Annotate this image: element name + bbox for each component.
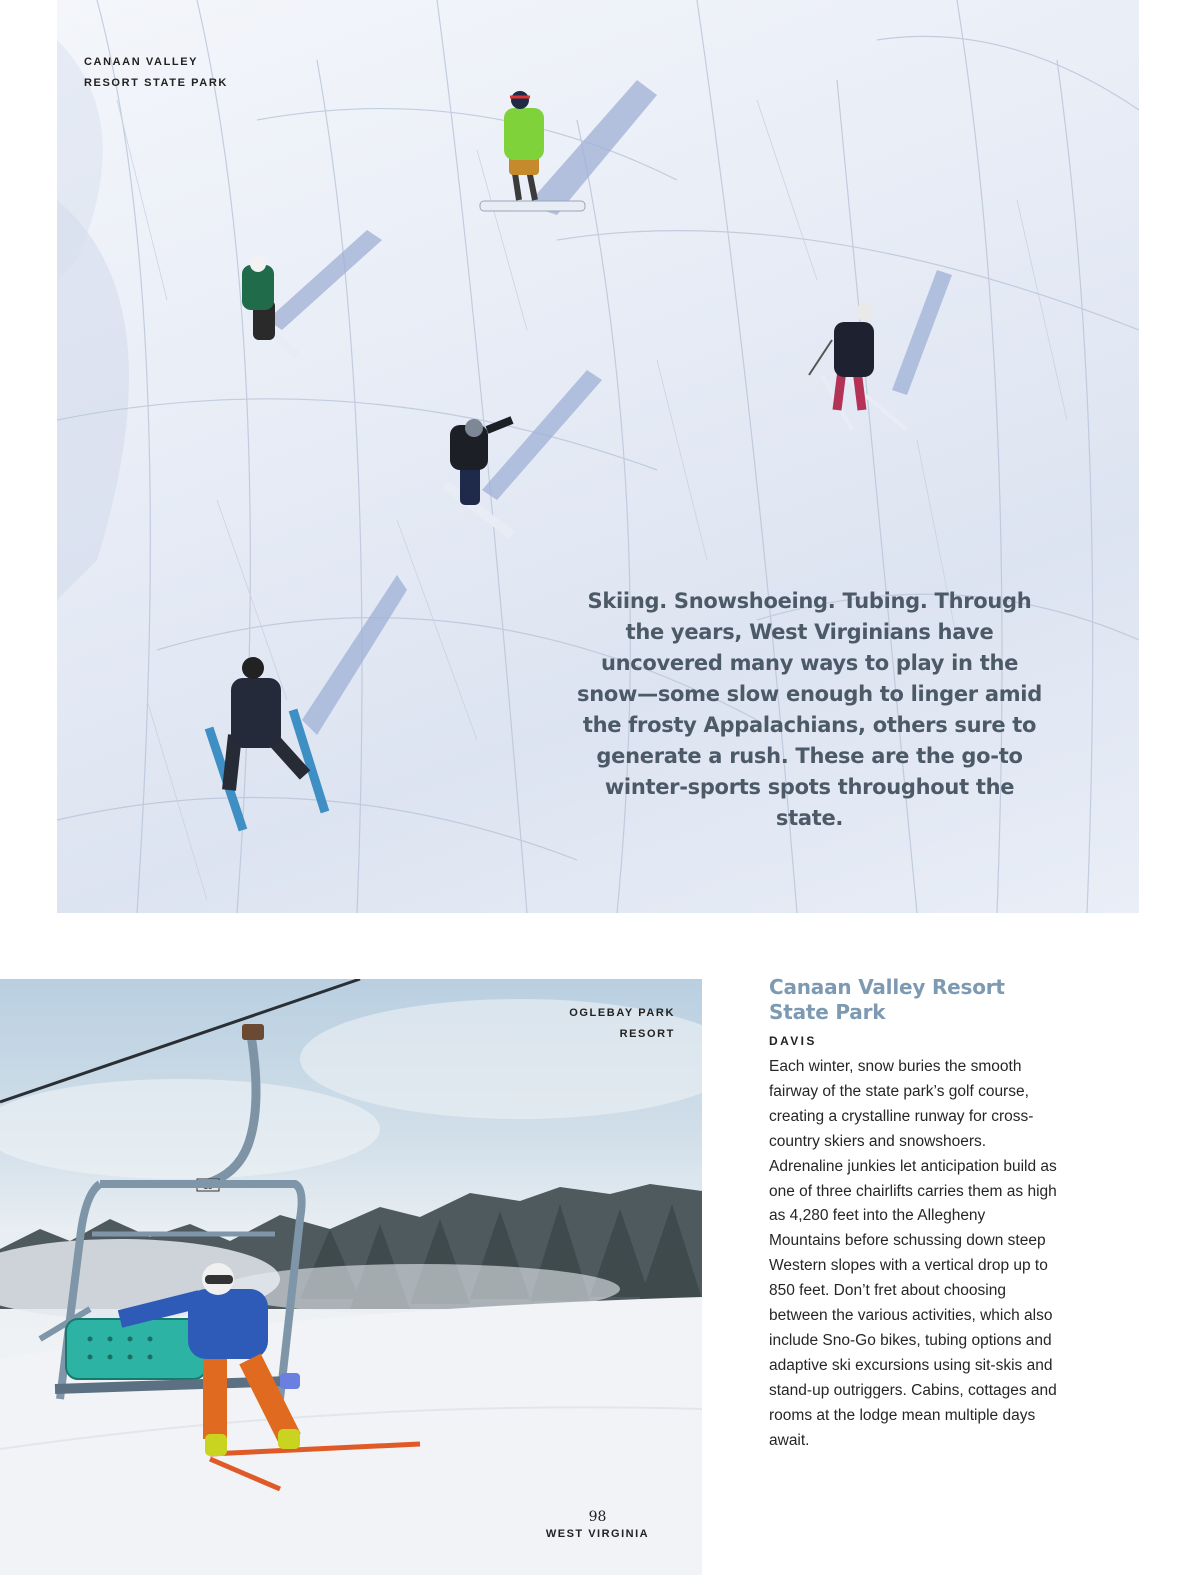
photo-credit-oglebay	[569, 1003, 675, 1045]
photo-credit-canaan	[84, 52, 228, 94]
photo-credit-line-2: RESORT STATE PARK	[84, 77, 228, 89]
photo-credit-line-1: CANAAN VALLEY	[84, 56, 199, 68]
page-number: 98	[588, 1509, 607, 1525]
article-title: Canaan Valley Resort State Park	[769, 975, 1005, 1024]
intro-paragraph: Skiing. Snowshoeing. Tubing. Through the years, West Virginians have uncovered many ways to play in the snow—some slow enough to linger amid the frosty Appalachians, others sure to generate a rush. These are the go-to winter-sports spots throughout the state.	[577, 589, 1042, 830]
article-location: DAVIS	[769, 1034, 817, 1048]
chairlift-photo	[0, 979, 702, 1575]
chairlift-illustration	[0, 979, 702, 1575]
chair-number: 13	[203, 1182, 213, 1191]
photo-credit-line-2: RESORT	[619, 1028, 675, 1040]
page-folio	[520, 1508, 675, 1542]
article-body: Each winter, snow buries the smooth fairway of the state park’s golf course, creating a crystalline runway for cross-country skiers and snowshoers. Adrenaline junkies let anticipation build as one of three chairlifts carries them as high as 4,280 feet into the Allegheny Mountains before schussing down steep Western slopes with a vertical drop up to 850 feet. Don’t fret about choosing between the various activities, which also include Sno-Go bikes, tubing options and adaptive ski excursions using sit-skis and stand-up outriggers. Cabins, cottages and rooms at the lodge mean multiple days await.	[769, 1058, 1057, 1449]
article-block	[769, 975, 1069, 1469]
photo-credit-line-1: OGLEBAY PARK	[569, 1007, 675, 1019]
ski-slope-photo	[57, 0, 1139, 913]
publication-name: WEST VIRGINIA	[545, 1528, 650, 1540]
